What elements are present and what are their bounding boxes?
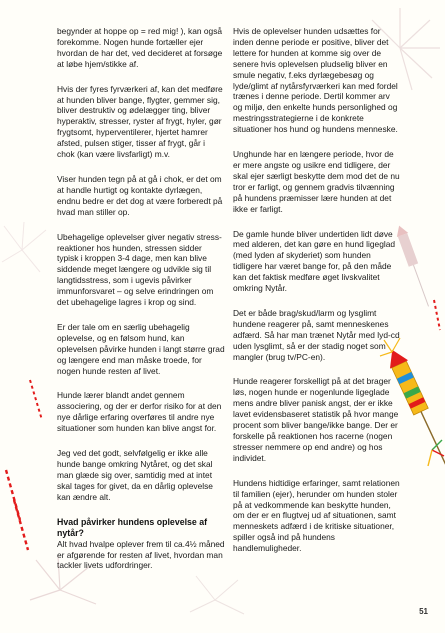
section-heading: Hvad påvirker hundens oplevelse af nytår? <box>57 516 208 538</box>
left-column <box>57 26 225 585</box>
firework-burst-icon <box>2 222 46 272</box>
body-paragraph: Alt hvad hvalpe oplever frem til ca.4½ måned er afgørende for resten af livet, hvordan man tackler livets udfordringer. <box>57 538 225 571</box>
body-paragraph: Jeg ved det godt, selvfølgelig er ikke alle hunde bange omkring Nytåret, og det skal man glæde sig over, samtidig med at intet skal tages for givet, da en dårlig oplevelse kan ændre alt. <box>57 448 213 502</box>
body-paragraph: Det er både brag/skud/larm og lysglimt hundene reagerer på, samt menneskenes adfærd. Så har man trænet Nytår med lyd-cd uden lysglimt, så er der stadig noget som mangler (brug tv/PC-en). <box>233 307 400 362</box>
confetti-streamer-icon <box>434 300 440 330</box>
confetti-streamer-icon <box>6 380 42 550</box>
page-number: 51 <box>419 607 428 616</box>
right-column <box>233 26 401 568</box>
body-paragraph: begynder at hoppe op = red mig! ), kan også forekomme. Nogen hunde fortæller ejer hvordan de har det, ved decideret at forsøge at løbe hjem/stikke af. <box>57 26 223 69</box>
body-paragraph: Hundens hidtidige erfaringer, samt relationen til familien (ejer), herunder om hunden stoler på at vedkommende kan beskytte hunden, om der er en flugtvej ud af situationen, samt menneskets adfærd i de kritiske situationer, spiller også ind på hundens handlemuligheder. <box>233 477 400 554</box>
body-paragraph: Unghunde har en længere periode, hvor de er mere angste og usikre end tidligere, der skal ejer særligt beskytte dem mod det de nu tror er farligt, og gennem gradvis tilvænning på hundens præmisser lære hunden at det ikke er farligt. <box>233 149 400 214</box>
body-paragraph: De gamle hunde bliver undertiden lidt døve med alderen, det kan gøre en hund ligeglad (med lyden af skyderiet) som hunden tidligere har været bange for, på den måde kan det faktisk medføre øget livskvalitet omkring Nytår. <box>233 228 396 294</box>
body-paragraph: Hvis de oplevelser hunden udsættes for inden denne periode er positive, bliver det lettere for hunden at komme sig over de senere hvis oplevelsen pludselig bliver en smule negativ, f.eks dyrlægebesøg og lyde/glimt af nytårsfyrværkeri kan med fordel trænes i denne periode. Dertil kommer arv og miljø, den enkelte hunds personlighed og mestringsstrategierne i de konkrete situationer hos hund og hundens menneske. <box>233 26 398 135</box>
body-paragraph: Hunde lærer blandt andet gennem associering, og der er derfor risiko for at den nye dårlige erfaring overføres til andre nye situationer som hunden kan blive angst for. <box>57 390 222 434</box>
body-paragraph: Viser hunden tegn på at gå i chok, er det om at handle hurtigt og kontakte dyrlægen, endnu bedre er det dog at være forberedt på hvad man stiller op. <box>57 173 223 217</box>
body-paragraph: Hunde reagerer forskelligt på at det brager løs, nogen hunde er nogenlunde ligeglade mens andre bliver panisk angst, der er ikke lavet evidensbaseret statistik på hvor mange procent som bliver bange/ikke bange. Der er forskelle på reaktionen hos racerne (nogen stresser nemmere op end andre) og hos individet. <box>233 376 399 463</box>
body-paragraph: Ubehagelige oplevelser giver negativ stress-reaktioner hos hunden, stressen sidder typisk i kroppen 3-4 dage, men kan blive siddende meget længere og udvikle sig til langtidsstress, som i ugevis påvirker immunforsvaret – og selve erindringen om det ubehagelige lagres i krop og sind. <box>57 231 222 308</box>
body-paragraph: Hvis der fyres fyrværkeri af, kan det medføre at hunden bliver bange, flygter, gemmer sig, bliver destruktiv og ødelægger ting, bliver hyperaktiv, stresser, ryster af frygt, hyler, gør frygtsomt, hyperventilerer, hjertet hamrer afsted, pulsen stiger, tisser af frygt, går i chok (kan være livsfarligt) m.v. <box>57 83 223 160</box>
body-paragraph: Er der tale om en særlig ubehagelig oplevelse, og en følsom hund, kan oplevelsen påvirke hunden i langt større grad og længere end man måske troede, for nogen hunde resten af livet. <box>57 321 225 376</box>
